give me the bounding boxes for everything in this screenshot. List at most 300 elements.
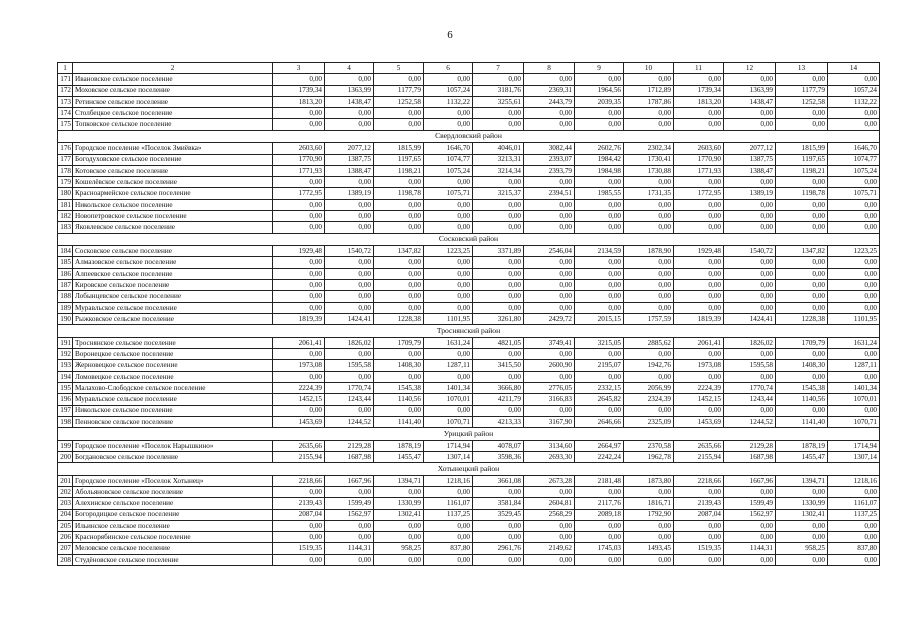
settlement-name: Алпеевское сельское поселение [73, 268, 273, 279]
table-row [58, 487, 880, 498]
settlement-name: Богдановское сельское поселение [73, 451, 273, 462]
value-cell: 1667,96 [325, 475, 374, 486]
value-cell: 2039,35 [575, 96, 624, 107]
value-cell: 1815,99 [776, 143, 828, 154]
value-cell: 0,00 [724, 280, 776, 291]
value-cell: 1243,44 [724, 394, 776, 405]
value-cell: 0,00 [374, 405, 424, 416]
column-header: 6 [424, 63, 473, 74]
value-cell: 0,00 [273, 268, 325, 279]
value-cell: 1772,95 [674, 188, 724, 199]
value-cell: 0,00 [325, 520, 374, 531]
value-cell: 1787,86 [624, 96, 674, 107]
value-cell: 1075,71 [828, 188, 880, 199]
value-cell: 837,80 [828, 543, 880, 554]
value-cell: 0,00 [724, 74, 776, 85]
value-cell: 0,00 [674, 487, 724, 498]
value-cell: 958,25 [776, 543, 828, 554]
value-cell: 0,00 [724, 291, 776, 302]
district-name: Сосковский район [58, 233, 880, 246]
table-row [58, 119, 880, 130]
district-header-row [58, 463, 880, 476]
value-cell: 2061,41 [273, 337, 325, 348]
value-cell: 1347,82 [374, 246, 424, 257]
value-cell: 0,00 [273, 520, 325, 531]
value-cell: 1144,31 [325, 543, 374, 554]
table-row [58, 532, 880, 543]
value-cell: 0,00 [473, 222, 524, 233]
row-number: 172 [58, 85, 73, 96]
value-cell: 1964,56 [575, 85, 624, 96]
value-cell: 2077,12 [325, 143, 374, 154]
settlement-name: Ломовецкое сельское поселение [73, 371, 273, 382]
settlement-name: Городское поселение «Поселок Хотынец» [73, 475, 273, 486]
table-row [58, 268, 880, 279]
row-number: 205 [58, 520, 73, 531]
value-cell: 1388,47 [325, 165, 374, 176]
settlement-name: Столбецкое сельское поселение [73, 108, 273, 119]
value-cell: 0,00 [575, 291, 624, 302]
value-cell: 2155,94 [674, 451, 724, 462]
value-cell: 0,00 [624, 487, 674, 498]
value-cell: 1772,95 [273, 188, 325, 199]
value-cell: 1218,16 [828, 475, 880, 486]
value-cell: 1330,99 [374, 498, 424, 509]
value-cell: 1819,39 [273, 313, 325, 324]
value-cell: 2077,12 [724, 143, 776, 154]
value-cell: 2089,18 [575, 509, 624, 520]
value-cell: 1389,19 [325, 188, 374, 199]
value-cell: 3167,90 [524, 416, 575, 427]
value-cell: 2139,43 [273, 498, 325, 509]
value-cell: 0,00 [724, 177, 776, 188]
value-cell: 1826,02 [325, 337, 374, 348]
value-cell: 2134,59 [575, 246, 624, 257]
value-cell: 1244,52 [325, 416, 374, 427]
value-cell: 0,00 [325, 371, 374, 382]
value-cell: 1394,71 [776, 475, 828, 486]
value-cell: 2568,29 [524, 509, 575, 520]
settlement-name: Лобынцевское сельское поселение [73, 291, 273, 302]
value-cell: 1730,41 [624, 154, 674, 165]
row-number: 196 [58, 394, 73, 405]
value-cell: 0,00 [575, 199, 624, 210]
value-cell: 1962,78 [624, 451, 674, 462]
value-cell: 0,00 [374, 520, 424, 531]
value-cell: 2393,07 [524, 154, 575, 165]
table-row [58, 74, 880, 85]
value-cell: 0,00 [524, 371, 575, 382]
table-row [58, 257, 880, 268]
tariff-table [57, 62, 880, 566]
value-cell: 0,00 [624, 405, 674, 416]
table-row [58, 313, 880, 324]
table-row [58, 199, 880, 210]
value-cell: 0,00 [524, 554, 575, 565]
value-cell: 3666,80 [473, 382, 524, 393]
value-cell: 0,00 [776, 199, 828, 210]
value-cell: 3082,44 [524, 143, 575, 154]
row-number: 194 [58, 371, 73, 382]
value-cell: 1745,03 [575, 543, 624, 554]
value-cell: 0,00 [273, 119, 325, 130]
value-cell: 0,00 [624, 74, 674, 85]
value-cell: 0,00 [473, 532, 524, 543]
value-cell: 0,00 [674, 371, 724, 382]
table-row [58, 554, 880, 565]
value-cell: 1599,49 [325, 498, 374, 509]
row-number: 193 [58, 360, 73, 371]
value-cell: 0,00 [473, 177, 524, 188]
value-cell: 2370,58 [624, 440, 674, 451]
value-cell: 0,00 [424, 487, 473, 498]
column-header: 3 [273, 63, 325, 74]
value-cell: 1493,45 [624, 543, 674, 554]
value-cell: 1074,77 [424, 154, 473, 165]
column-header: 1 [58, 63, 73, 74]
value-cell: 1070,71 [828, 416, 880, 427]
value-cell: 0,00 [325, 405, 374, 416]
value-cell: 0,00 [724, 554, 776, 565]
value-cell: 1132,22 [424, 96, 473, 107]
district-header-row [58, 428, 880, 441]
value-cell: 0,00 [724, 371, 776, 382]
value-cell: 1075,24 [424, 165, 473, 176]
value-cell: 0,00 [575, 119, 624, 130]
value-cell: 0,00 [424, 302, 473, 313]
value-cell: 0,00 [473, 280, 524, 291]
value-cell: 0,00 [828, 520, 880, 531]
value-cell: 1389,19 [724, 188, 776, 199]
value-cell: 0,00 [273, 108, 325, 119]
value-cell: 2776,05 [524, 382, 575, 393]
table-row [58, 246, 880, 257]
table-row [58, 222, 880, 233]
settlement-name: Алехинское сельское поселение [73, 498, 273, 509]
value-cell: 2443,79 [524, 96, 575, 107]
value-cell: 0,00 [374, 268, 424, 279]
value-cell: 0,00 [624, 119, 674, 130]
settlement-name: Городское поселение «Поселок Нарышкино» [73, 440, 273, 451]
value-cell: 1140,56 [776, 394, 828, 405]
settlement-name: Муравльское сельское поселение [73, 302, 273, 313]
row-number: 199 [58, 440, 73, 451]
value-cell: 0,00 [374, 177, 424, 188]
value-cell: 2056,99 [624, 382, 674, 393]
row-number: 191 [58, 337, 73, 348]
value-cell: 2087,04 [273, 509, 325, 520]
value-cell: 2117,76 [575, 498, 624, 509]
value-cell: 0,00 [724, 349, 776, 360]
value-cell: 1401,34 [828, 382, 880, 393]
value-cell: 1929,48 [273, 246, 325, 257]
settlement-name: Топковское сельское поселение [73, 119, 273, 130]
value-cell: 1363,99 [724, 85, 776, 96]
value-cell: 1101,95 [828, 313, 880, 324]
value-cell: 3661,08 [473, 475, 524, 486]
table-row [58, 360, 880, 371]
value-cell: 0,00 [374, 119, 424, 130]
value-cell: 2961,76 [473, 543, 524, 554]
value-cell: 3371,89 [473, 246, 524, 257]
value-cell: 1984,42 [575, 154, 624, 165]
value-cell: 0,00 [524, 74, 575, 85]
value-cell: 0,00 [776, 108, 828, 119]
table-row [58, 177, 880, 188]
row-number: 186 [58, 268, 73, 279]
table-row [58, 371, 880, 382]
value-cell: 0,00 [776, 280, 828, 291]
settlement-name: Новопетровское сельское поселение [73, 211, 273, 222]
value-cell: 0,00 [473, 291, 524, 302]
value-cell: 0,00 [374, 291, 424, 302]
settlement-name: Малахово-Слободское сельское поселение [73, 382, 273, 393]
value-cell: 0,00 [424, 554, 473, 565]
value-cell: 0,00 [524, 291, 575, 302]
value-cell: 0,00 [473, 302, 524, 313]
value-cell: 0,00 [424, 222, 473, 233]
table-row [58, 302, 880, 313]
table-row [58, 416, 880, 427]
settlement-name: Студёновское сельское поселение [73, 554, 273, 565]
value-cell: 2149,62 [524, 543, 575, 554]
value-cell: 0,00 [776, 487, 828, 498]
value-cell: 0,00 [776, 371, 828, 382]
value-cell: 0,00 [624, 268, 674, 279]
table-row [58, 451, 880, 462]
value-cell: 0,00 [828, 268, 880, 279]
value-cell: 0,00 [624, 371, 674, 382]
value-cell: 2604,81 [524, 498, 575, 509]
value-cell: 1929,48 [674, 246, 724, 257]
value-cell: 0,00 [624, 349, 674, 360]
value-cell: 0,00 [374, 487, 424, 498]
settlement-name: Меловское сельское поселение [73, 543, 273, 554]
value-cell: 1667,96 [724, 475, 776, 486]
value-cell: 0,00 [273, 302, 325, 313]
value-cell: 0,00 [473, 108, 524, 119]
row-number: 187 [58, 280, 73, 291]
value-cell: 2673,28 [524, 475, 575, 486]
value-cell: 2603,60 [273, 143, 325, 154]
value-cell: 2195,07 [575, 360, 624, 371]
value-cell: 1714,94 [424, 440, 473, 451]
value-cell: 0,00 [524, 302, 575, 313]
settlement-name: Воронецкое сельское поселение [73, 349, 273, 360]
value-cell: 0,00 [273, 349, 325, 360]
value-cell: 0,00 [674, 405, 724, 416]
value-cell: 1197,65 [374, 154, 424, 165]
column-header: 11 [674, 63, 724, 74]
value-cell: 0,00 [424, 257, 473, 268]
value-cell: 0,00 [374, 222, 424, 233]
value-cell: 0,00 [273, 211, 325, 222]
row-number: 176 [58, 143, 73, 154]
value-cell: 0,00 [424, 199, 473, 210]
settlement-name: Алмазовское сельское поселение [73, 257, 273, 268]
table-row [58, 154, 880, 165]
value-cell: 0,00 [273, 291, 325, 302]
value-cell: 0,00 [724, 268, 776, 279]
value-cell: 2087,04 [674, 509, 724, 520]
value-cell: 0,00 [524, 520, 575, 531]
value-cell: 1424,41 [724, 313, 776, 324]
value-cell: 2139,43 [674, 498, 724, 509]
value-cell: 4821,05 [473, 337, 524, 348]
column-number-row [58, 63, 880, 74]
value-cell: 1452,15 [674, 394, 724, 405]
value-cell: 1519,35 [674, 543, 724, 554]
value-cell: 0,00 [325, 291, 374, 302]
value-cell: 1709,79 [776, 337, 828, 348]
value-cell: 2664,97 [575, 440, 624, 451]
settlement-name: Муравльское сельское поселение [73, 394, 273, 405]
value-cell: 0,00 [473, 257, 524, 268]
value-cell: 1771,93 [273, 165, 325, 176]
settlement-name: Ретинское сельское поселение [73, 96, 273, 107]
value-cell: 0,00 [325, 268, 374, 279]
value-cell: 0,00 [624, 211, 674, 222]
value-cell: 0,00 [674, 108, 724, 119]
value-cell: 0,00 [575, 520, 624, 531]
value-cell: 3261,80 [473, 313, 524, 324]
row-number: 174 [58, 108, 73, 119]
value-cell: 3181,76 [473, 85, 524, 96]
value-cell: 0,00 [674, 520, 724, 531]
row-number: 195 [58, 382, 73, 393]
value-cell: 1595,58 [325, 360, 374, 371]
value-cell: 0,00 [273, 177, 325, 188]
value-cell: 2242,24 [575, 451, 624, 462]
value-cell: 0,00 [524, 222, 575, 233]
row-number: 202 [58, 487, 73, 498]
value-cell: 1545,38 [776, 382, 828, 393]
row-number: 177 [58, 154, 73, 165]
value-cell: 0,00 [674, 532, 724, 543]
value-cell: 1137,25 [828, 509, 880, 520]
value-cell: 1973,08 [273, 360, 325, 371]
value-cell: 1075,71 [424, 188, 473, 199]
value-cell: 1141,40 [776, 416, 828, 427]
value-cell: 0,00 [524, 349, 575, 360]
table-row [58, 96, 880, 107]
value-cell: 0,00 [776, 177, 828, 188]
value-cell: 837,80 [424, 543, 473, 554]
value-cell: 0,00 [575, 74, 624, 85]
value-cell: 1302,41 [776, 509, 828, 520]
value-cell: 0,00 [828, 371, 880, 382]
value-cell: 2181,48 [575, 475, 624, 486]
settlement-name: Никольское сельское поселение [73, 199, 273, 210]
value-cell: 0,00 [524, 268, 575, 279]
value-cell: 1646,70 [424, 143, 473, 154]
value-cell: 0,00 [674, 349, 724, 360]
value-cell: 2061,41 [674, 337, 724, 348]
value-cell: 0,00 [273, 371, 325, 382]
column-header: 5 [374, 63, 424, 74]
value-cell: 0,00 [828, 199, 880, 210]
value-cell: 0,00 [828, 349, 880, 360]
value-cell: 1387,75 [325, 154, 374, 165]
value-cell: 1401,34 [424, 382, 473, 393]
value-cell: 2015,15 [575, 313, 624, 324]
value-cell: 1813,20 [674, 96, 724, 107]
value-cell: 0,00 [624, 554, 674, 565]
value-cell: 1739,34 [273, 85, 325, 96]
value-cell: 3166,83 [524, 394, 575, 405]
value-cell: 0,00 [473, 487, 524, 498]
value-cell: 1101,95 [424, 313, 473, 324]
value-cell: 0,00 [828, 74, 880, 85]
table-row [58, 280, 880, 291]
settlement-name: Кошелёвское сельское поселение [73, 177, 273, 188]
column-header: 13 [776, 63, 828, 74]
value-cell: 2602,76 [575, 143, 624, 154]
row-number: 203 [58, 498, 73, 509]
value-cell: 1878,90 [624, 246, 674, 257]
settlement-name: Красноармейское сельское поселение [73, 188, 273, 199]
value-cell: 1687,98 [724, 451, 776, 462]
column-header: 14 [828, 63, 880, 74]
value-cell: 1408,30 [374, 360, 424, 371]
value-cell: 0,00 [374, 302, 424, 313]
value-cell: 0,00 [524, 211, 575, 222]
value-cell: 0,00 [524, 199, 575, 210]
value-cell: 0,00 [524, 257, 575, 268]
value-cell: 1302,41 [374, 509, 424, 520]
row-number: 173 [58, 96, 73, 107]
value-cell: 0,00 [575, 371, 624, 382]
value-cell: 0,00 [674, 257, 724, 268]
value-cell: 0,00 [575, 349, 624, 360]
value-cell: 1287,11 [828, 360, 880, 371]
row-number: 207 [58, 543, 73, 554]
table-row [58, 543, 880, 554]
value-cell: 1455,47 [374, 451, 424, 462]
value-cell: 0,00 [424, 291, 473, 302]
value-cell: 0,00 [424, 268, 473, 279]
value-cell: 0,00 [424, 371, 473, 382]
value-cell: 0,00 [524, 177, 575, 188]
value-cell: 0,00 [325, 487, 374, 498]
row-number: 184 [58, 246, 73, 257]
district-header-row [58, 233, 880, 246]
value-cell: 2646,66 [575, 416, 624, 427]
value-cell: 1792,90 [624, 509, 674, 520]
district-name: Свердловский район [58, 130, 880, 143]
value-cell: 0,00 [524, 108, 575, 119]
value-cell: 1218,16 [424, 475, 473, 486]
value-cell: 0,00 [374, 211, 424, 222]
value-cell: 0,00 [424, 349, 473, 360]
value-cell: 0,00 [674, 280, 724, 291]
value-cell: 1770,74 [325, 382, 374, 393]
row-number: 204 [58, 509, 73, 520]
value-cell: 2218,66 [674, 475, 724, 486]
value-cell: 0,00 [828, 280, 880, 291]
value-cell: 3581,84 [473, 498, 524, 509]
value-cell: 0,00 [828, 119, 880, 130]
value-cell: 0,00 [575, 108, 624, 119]
value-cell: 0,00 [724, 532, 776, 543]
value-cell: 0,00 [674, 222, 724, 233]
value-cell: 0,00 [273, 199, 325, 210]
value-cell: 3415,50 [473, 360, 524, 371]
value-cell: 0,00 [776, 520, 828, 531]
value-cell: 0,00 [273, 74, 325, 85]
value-cell: 0,00 [575, 554, 624, 565]
value-cell: 0,00 [424, 211, 473, 222]
